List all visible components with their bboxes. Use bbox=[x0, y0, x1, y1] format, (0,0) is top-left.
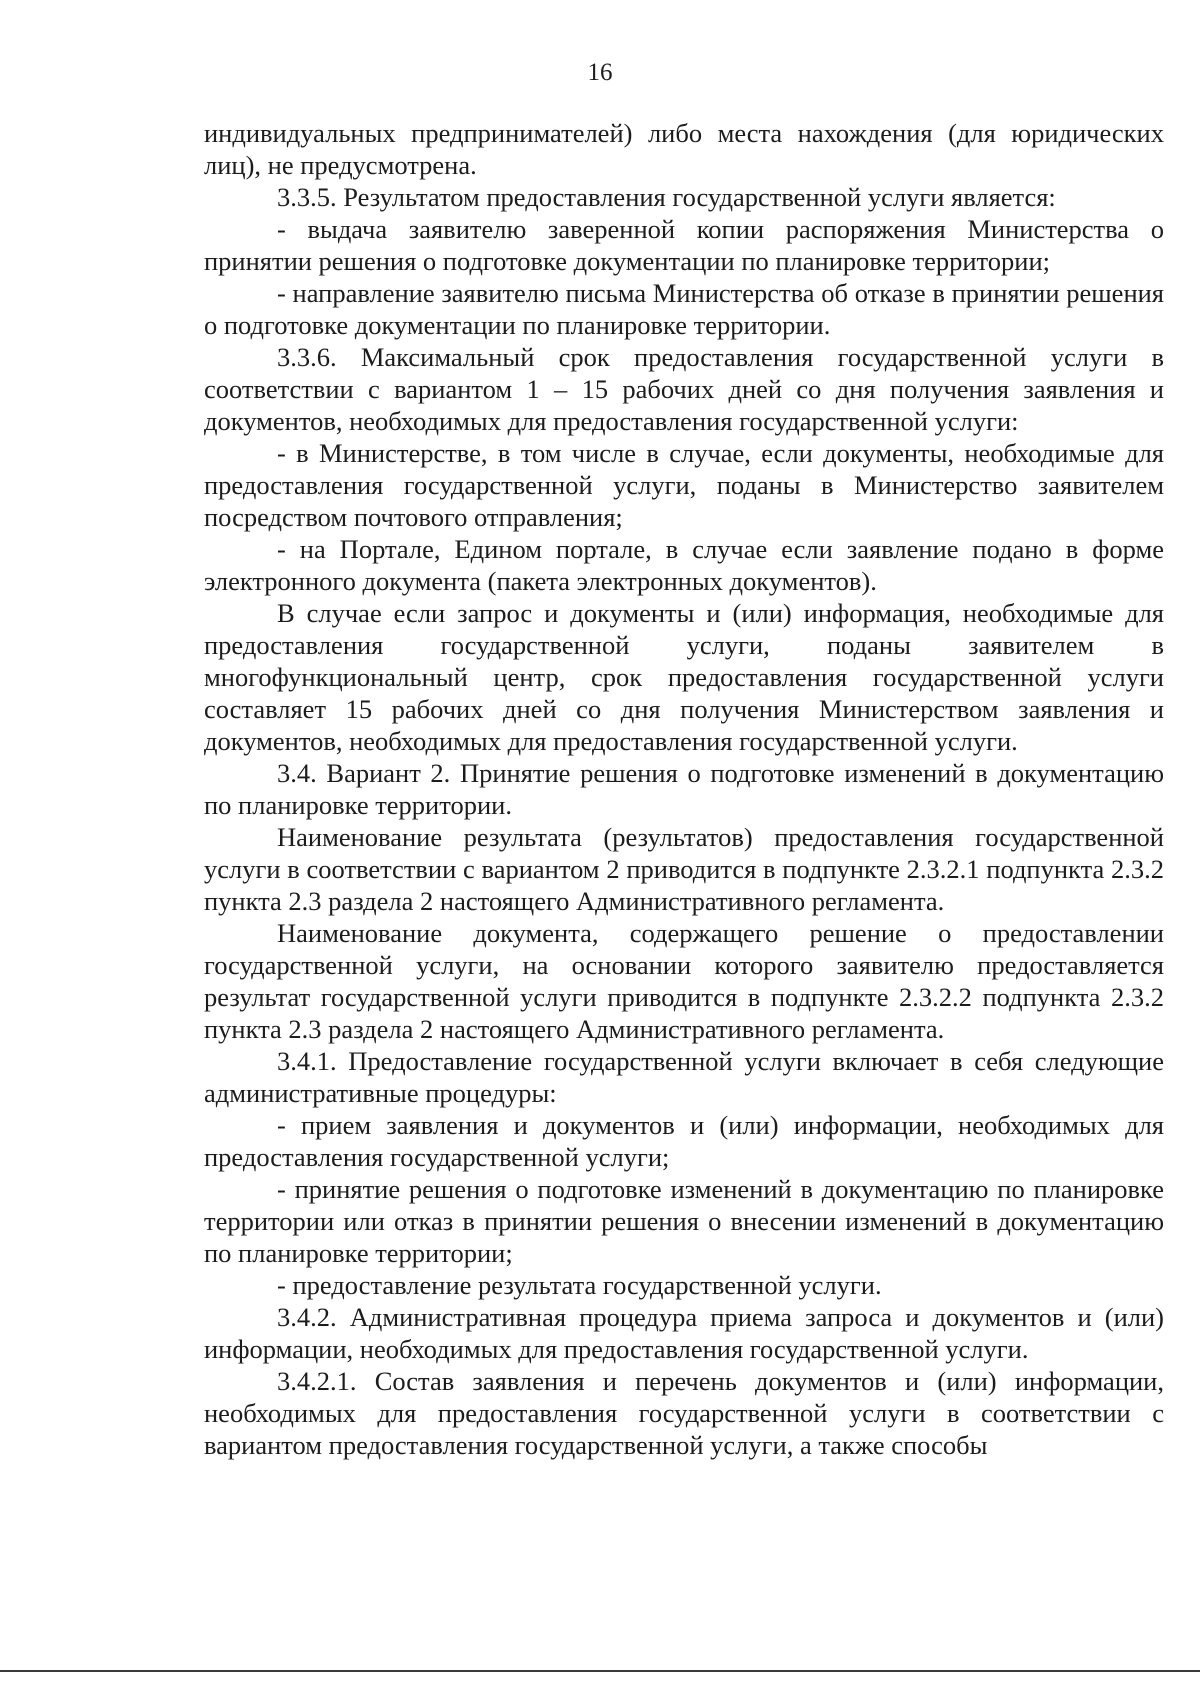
list-item-decision: - принятие решения о подготовке изменений в документацию по планировке территории или отказ в принятии решения о внесении изменений в документацию по планировке территории; bbox=[204, 1174, 1164, 1268]
bottom-divider bbox=[0, 1670, 1200, 1672]
paragraph-3-3-6: 3.3.6. Максимальный срок предоставления государственной услуги в соответствии с вариантом 1 – 15 рабочих дней со дня получения заявления и документов, необходимых для предоставления государственной услуги: bbox=[204, 342, 1164, 436]
paragraph-continuation: индивидуальных предпринимателей) либо места нахождения (для юридических лиц), не предусмотрена. bbox=[204, 118, 1164, 180]
document-body bbox=[204, 117, 1164, 1461]
list-item-issue-copy: - выдача заявителю заверенной копии распоряжения Министерства о принятии решения о подготовке документации по планировке территории; bbox=[204, 214, 1164, 276]
paragraph-3-4-2-1: 3.4.2.1. Состав заявления и перечень документов и (или) информации, необходимых для предоставления государственной услуги в соответствии с вариантом предоставления государственной услуги, а также способы bbox=[204, 1366, 1164, 1460]
list-item-portal: - на Портале, Едином портале, в случае если заявление подано в форме электронного документа (пакета электронных документов). bbox=[204, 534, 1164, 596]
paragraph-3-4: 3.4. Вариант 2. Принятие решения о подготовке изменений в документацию по планировке территории. bbox=[204, 758, 1164, 820]
page-number: 16 bbox=[587, 59, 613, 86]
list-item-result-provision: - предоставление результата государственной услуги. bbox=[277, 1270, 882, 1300]
list-item-reception: - прием заявления и документов и (или) информации, необходимых для предоставления государственной услуги; bbox=[204, 1110, 1164, 1172]
paragraph-document-name: Наименование документа, содержащего решение о предоставлении государственной услуги, на основании которого заявителю предоставляется результат государственной услуги приводится в подпункте 2.3.2.2 подпункта 2.3.2 пункта 2.3 раздела 2 настоящего Административного регламента. bbox=[204, 918, 1164, 1044]
paragraph-result-name: Наименование результата (результатов) предоставления государственной услуги в соответствии с вариантом 2 приводится в подпункте 2.3.2.1 подпункта 2.3.2 пункта 2.3 раздела 2 настоящего Административного регламента. bbox=[204, 822, 1164, 916]
paragraph-mfc-term: В случае если запрос и документы и (или) информация, необходимые для предоставления государственной услуги, поданы заявителем в многофункциональный центр, срок предоставления государственной услуги составляет 15 рабочих дней со дня получения Министерством заявления и документов, необходимых для предоставления государственной услуги. bbox=[204, 598, 1164, 756]
list-item-refusal-letter: - направление заявителю письма Министерства об отказе в принятии решения о подготовке документации по планировке территории. bbox=[204, 278, 1164, 340]
paragraph-3-4-1: 3.4.1. Предоставление государственной услуги включает в себя следующие административные процедуры: bbox=[204, 1046, 1164, 1108]
paragraph-3-4-2: 3.4.2. Административная процедура приема запроса и документов и (или) информации, необходимых для предоставления государственной услуги. bbox=[204, 1302, 1164, 1364]
paragraph-3-3-5: 3.3.5. Результатом предоставления государственной услуги является: bbox=[277, 182, 1056, 212]
list-item-ministry: - в Министерстве, в том числе в случае, если документы, необходимые для предоставления государственной услуги, поданы в Министерство заявителем посредством почтового отправления; bbox=[204, 438, 1164, 532]
